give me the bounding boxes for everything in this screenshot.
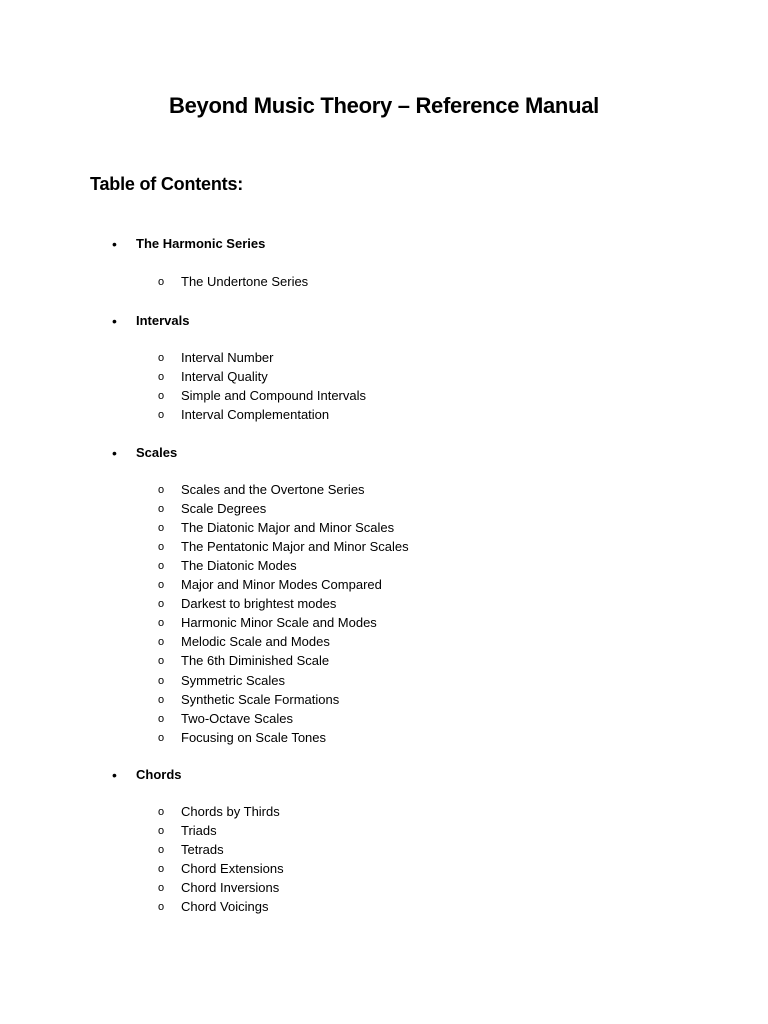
toc-list-item: The Diatonic Modes — [181, 558, 297, 574]
toc-list-item: Focusing on Scale Tones — [181, 729, 327, 745]
toc-list-item: The Pentatonic Major and Minor Scales — [181, 539, 409, 555]
toc-list-item: Symmetric Scales — [181, 672, 286, 688]
toc-list-item: Chord Extensions — [181, 861, 284, 877]
toc-list-item: Synthetic Scale Formations — [181, 691, 340, 707]
toc-list-item: Darkest to brightest modes — [181, 596, 337, 612]
toc-list-item: The Diatonic Major and Minor Scales — [181, 520, 395, 536]
sub-bullet-icon: o — [158, 409, 165, 422]
toc-list-item: Interval Complementation — [181, 407, 330, 423]
toc-list-item: The Undertone Series — [181, 274, 309, 289]
sub-bullet-icon: o — [158, 522, 165, 535]
sub-bullet-icon: o — [158, 674, 165, 687]
toc-list-item: Scale Degrees — [181, 501, 267, 517]
sub-bullet-icon: o — [158, 276, 165, 288]
sub-bullet-icon: o — [158, 484, 165, 496]
sub-bullet-icon: o — [158, 371, 165, 384]
sub-bullet-icon: o — [158, 712, 165, 725]
toc-list-item: Chord Voicings — [181, 899, 269, 915]
sub-bullet-icon: o — [158, 844, 165, 857]
toc-list-item: Tetrads — [181, 842, 224, 858]
toc-list-item: Chords by Thirds — [181, 804, 280, 819]
sub-bullet-icon: o — [158, 541, 165, 554]
sub-bullet-icon: o — [158, 390, 165, 403]
sub-bullet-icon: o — [158, 352, 165, 364]
sub-bullet-icon: o — [158, 636, 165, 649]
toc-list-item: Interval Quality — [181, 369, 268, 385]
sub-bullet-icon: o — [158, 655, 165, 668]
toc-list-item: Major and Minor Modes Compared — [181, 577, 382, 593]
toc-section-title: The Harmonic Series — [136, 236, 266, 251]
sub-bullet-icon: o — [158, 693, 165, 706]
sub-bullet-icon: o — [158, 825, 165, 838]
toc-list-item: Scales and the Overtone Series — [181, 482, 365, 497]
sub-bullet-icon: o — [158, 503, 165, 516]
toc-section-title: Intervals — [136, 313, 190, 328]
section-bullet-icon: • — [112, 767, 117, 783]
toc-heading: Table of Contents: — [90, 174, 244, 194]
toc-section-title: Chords — [136, 767, 182, 782]
sub-bullet-icon: o — [158, 882, 165, 895]
section-bullet-icon: • — [112, 313, 117, 329]
sub-bullet-icon: o — [158, 560, 165, 573]
sub-bullet-icon: o — [158, 901, 165, 914]
section-bullet-icon: • — [112, 445, 117, 461]
sub-bullet-icon: o — [158, 617, 165, 630]
sub-bullet-icon: o — [158, 598, 165, 611]
toc-list-item: Interval Number — [181, 350, 274, 365]
toc-section-title: Scales — [136, 445, 178, 460]
toc-list-item: The 6th Diminished Scale — [181, 653, 330, 669]
section-bullet-icon: • — [112, 236, 117, 252]
toc-list-item: Triads — [181, 823, 217, 839]
sub-bullet-icon: o — [158, 579, 165, 592]
sub-bullet-icon: o — [158, 863, 165, 876]
toc-list-item: Chord Inversions — [181, 880, 280, 896]
sub-bullet-icon: o — [158, 731, 165, 744]
toc-list-item: Harmonic Minor Scale and Modes — [181, 615, 377, 631]
toc-list-item: Simple and Compound Intervals — [181, 388, 366, 404]
sub-bullet-icon: o — [158, 806, 165, 818]
toc-list-item: Melodic Scale and Modes — [181, 634, 330, 650]
document-title: Beyond Music Theory – Reference Manual — [169, 93, 599, 118]
toc-list-item: Two-Octave Scales — [181, 710, 293, 726]
